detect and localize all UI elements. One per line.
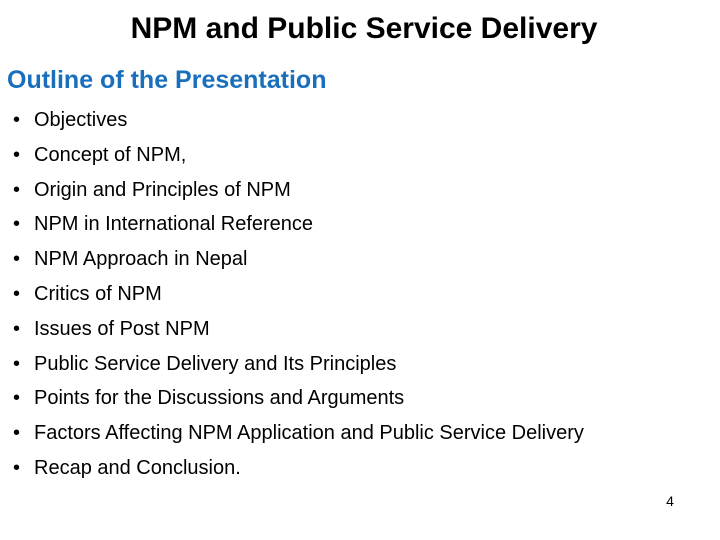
outline-item-text: Factors Affecting NPM Application and Public Service Delivery [34, 422, 584, 445]
outline-item-text: Issues of Post NPM [34, 317, 210, 340]
outline-item-text: Origin and Principles of NPM [34, 178, 291, 201]
outline-item-text: Public Service Delivery and Its Principles [34, 352, 397, 375]
outline-item-text: Objectives [34, 109, 128, 131]
outline-item-text: NPM in International Reference [34, 213, 314, 236]
bullet-icon: • [13, 387, 21, 410]
slide-subtitle: Outline of the Presentation [7, 66, 327, 94]
bullet-icon: • [13, 213, 21, 236]
bullet-icon: • [13, 248, 21, 271]
outline-item-text: Points for the Discussions and Arguments [34, 387, 405, 410]
bullet-icon: • [13, 109, 21, 131]
outline-item-text: Recap and Conclusion. [34, 456, 241, 479]
outline-item-text: Concept of NPM, [34, 143, 187, 166]
bullet-icon: • [13, 317, 21, 340]
bullet-icon: • [13, 352, 21, 375]
page-number: 4 [666, 493, 674, 509]
bullet-icon: • [13, 178, 21, 201]
outline-item-text: Critics of NPM [34, 282, 162, 305]
bullet-icon: • [13, 422, 21, 445]
bullet-icon: • [13, 282, 21, 305]
outline-item-text: NPM Approach in Nepal [34, 248, 248, 271]
slide-title: NPM and Public Service Delivery [130, 12, 598, 45]
bullet-icon: • [13, 143, 21, 166]
bullet-icon: • [13, 456, 21, 479]
